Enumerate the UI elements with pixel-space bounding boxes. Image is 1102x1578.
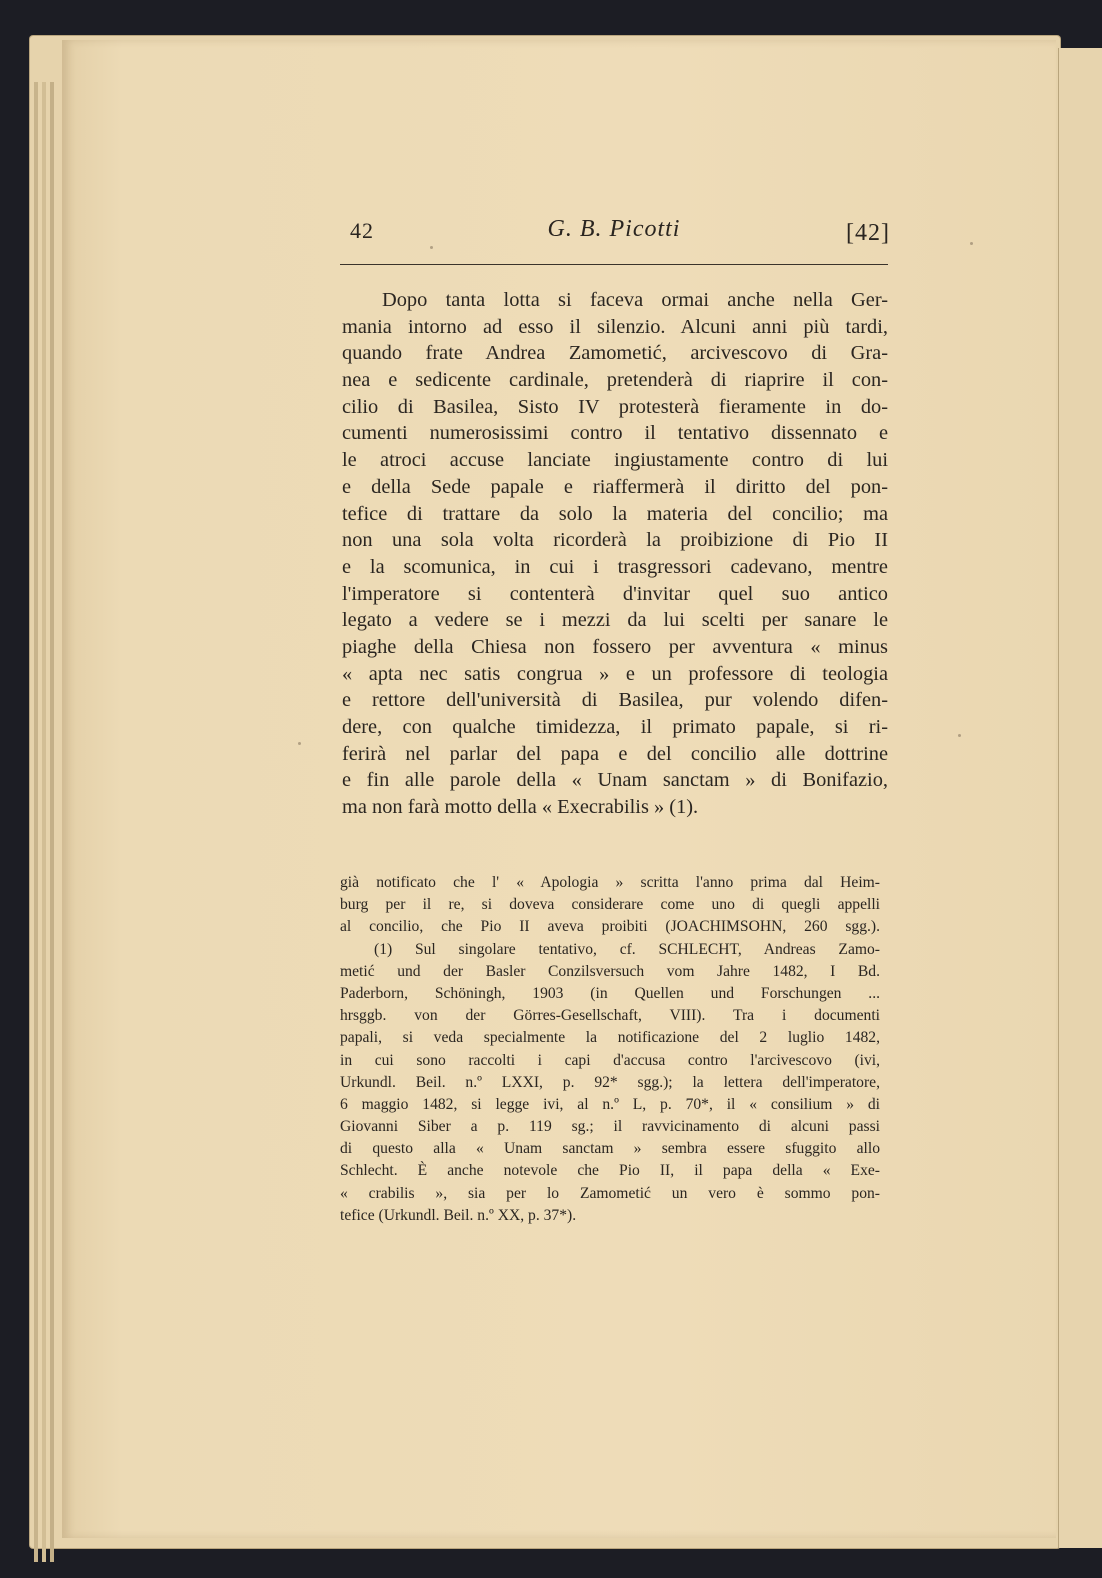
footnotes <box>340 872 880 1227</box>
main-text <box>342 287 888 821</box>
footnote-line: già notificato che l' « Apologia » scritta l'anno prima dal Heim- <box>340 874 880 891</box>
footnote-line: (1) Sul singolare tentativo, cf. SCHLECHT, Andreas Zamo- <box>374 940 880 958</box>
paper-spot <box>958 734 961 737</box>
footnote-line: in cui sono raccolti i capi d'accusa contro l'arcivescovo (ivi, <box>340 1051 880 1069</box>
footnote-line: tefice (Urkundl. Beil. n.º XX, p. 37*). <box>340 1206 577 1224</box>
text-line: mania intorno ad esso il silenzio. Alcuni anni più tardi, <box>342 315 888 338</box>
paper-spot <box>298 742 301 745</box>
text-line: non una sola volta ricorderà la proibizione di Pio II <box>342 529 888 552</box>
text-line: Dopo tanta lotta si faceva ormai anche nella Ger- <box>382 289 888 311</box>
page-edge <box>34 82 38 1562</box>
footnote-line: 6 maggio 1482, si legge ivi, al n.º L, p. 70*, il « consilium » di <box>340 1095 880 1113</box>
text-line: dere, con qualche timidezza, il primato papale, si ri- <box>342 716 888 738</box>
text-line: ferirà nel parlar del papa e del concilio alle dottrine <box>342 742 888 765</box>
text-line: e della Sede papale e riaffermerà il diritto del pon- <box>342 475 888 498</box>
footnote-line: papali, si veda specialmente la notificazione del 2 luglio 1482, <box>340 1029 880 1047</box>
running-header <box>338 212 890 252</box>
text-line: tefice di trattare da solo la materia del concilio; ma <box>342 502 888 525</box>
facing-page-edge <box>1058 48 1102 1548</box>
text-line: quando frate Andrea Zamometić, arcivescovo di Gra- <box>342 342 888 365</box>
footnote-line: hrsggb. von der Görres-Gesellschaft, VIII). Tra i documenti <box>340 1007 880 1025</box>
running-head-author: G. B. Picotti <box>547 216 681 242</box>
page-edge <box>42 82 46 1562</box>
text-line: « apta nec satis congrua » e un professore di teologia <box>342 662 888 685</box>
text-line: le atroci accuse lanciate ingiustamente contro di lui <box>342 449 888 472</box>
text-line: legato a vedere se i mezzi da lui scelti per sanare le <box>342 609 888 632</box>
footnote-line: Urkundl. Beil. n.º LXXI, p. 92* sgg.); la lettera dell'imperatore, <box>340 1073 880 1091</box>
text-line: e la scomunica, in cui i trasgressori cadevano, mentre <box>342 555 888 578</box>
footnote-line: Schlecht. È anche notevole che Pio II, il papa della « Exe- <box>340 1162 880 1180</box>
text-line: e rettore dell'università di Basilea, pur volendo difen- <box>342 689 888 712</box>
text-line: cilio di Basilea, Sisto IV protesterà fieramente in do- <box>342 395 888 418</box>
footnote-line: al concilio, che Pio II aveva proibiti (JOACHIMSOHN, 260 sgg.). <box>340 918 880 936</box>
footnote-line: burg per il re, si doveva considerare come uno di quegli appelli <box>340 896 880 914</box>
footnote-line: metić und der Basler Conzilsversuch vom Jahre 1482, I Bd. <box>340 962 880 980</box>
text-line: ma non farà motto della « Execrabilis » (1). <box>342 796 699 819</box>
paper-spot <box>970 242 973 245</box>
text-line: piaghe della Chiesa non fossero per avventura « minus <box>342 635 888 658</box>
text-line: cumenti numerosissimi contro il tentativo dissennato e <box>342 422 888 445</box>
footnote-line: « crabilis », sia per lo Zamometić un vero è sommo pon- <box>340 1184 880 1202</box>
text-line: l'imperatore si contenterà d'invitar quel suo antico <box>342 582 888 605</box>
header-rule <box>340 264 888 265</box>
text-line: nea e sedicente cardinale, pretenderà di riaprire il con- <box>342 369 888 392</box>
footnote-line: Giovanni Siber a p. 119 sg.; il ravvicinamento di alcuni passi <box>340 1118 880 1136</box>
page-number-left: 42 <box>350 218 374 243</box>
footnote-line: Paderborn, Schöningh, 1903 (in Quellen und Forschungen ... <box>340 984 880 1002</box>
footnote-line: di questo alla « Unam sanctam » sembra essere sfuggito allo <box>340 1140 880 1158</box>
page-edge <box>50 82 54 1562</box>
page-number-right: [42] <box>846 220 890 246</box>
text-line: e fin alle parole della « Unam sanctam » di Bonifazio, <box>342 769 888 792</box>
